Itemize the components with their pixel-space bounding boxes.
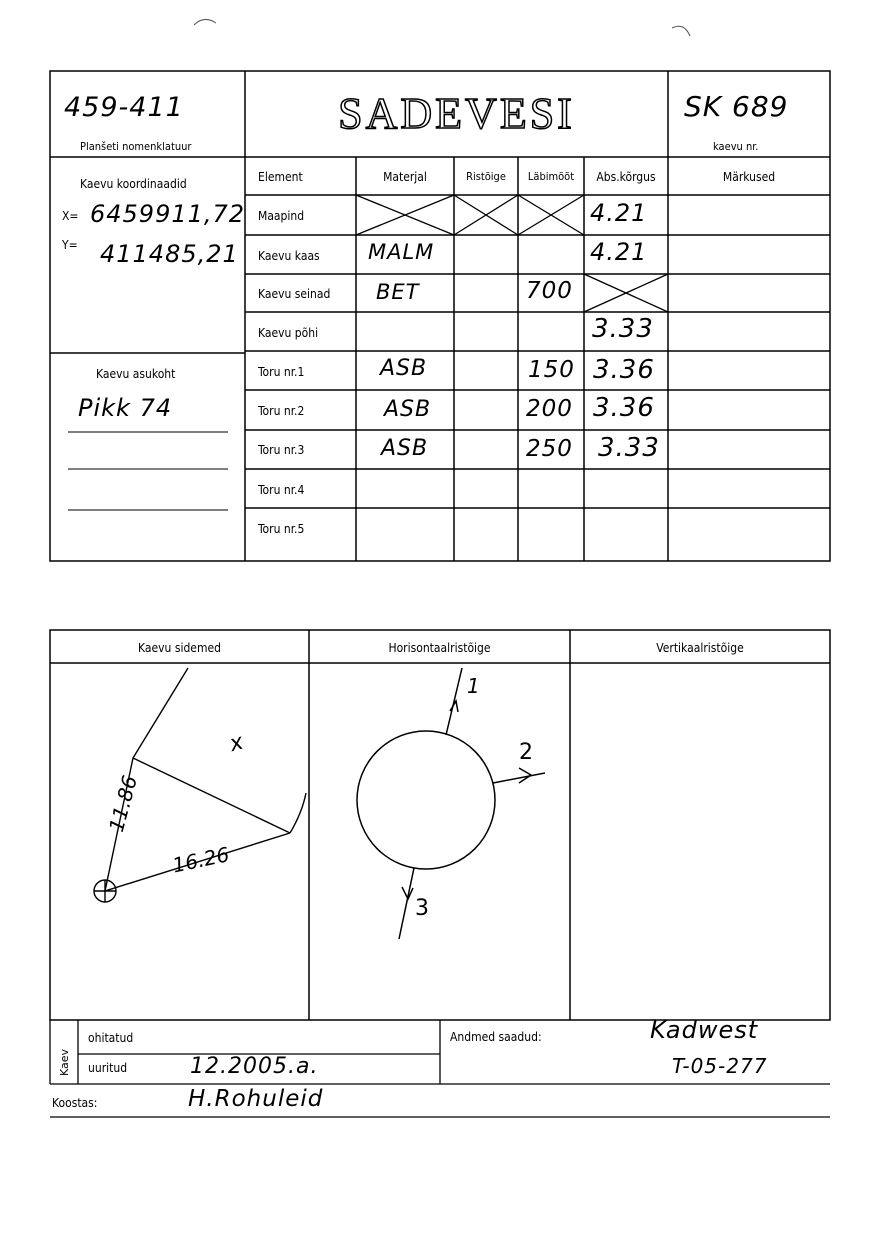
row-label-toru-1: Toru nr.1 [258, 365, 305, 379]
toru3-height: 3.33 [598, 433, 660, 463]
location-value: Pikk 74 [78, 394, 173, 422]
kaas-material: MALM [368, 240, 435, 264]
header-material: Materjal [383, 170, 427, 184]
toru1-height: 3.36 [593, 355, 655, 385]
ties-sketch [50, 663, 309, 1020]
row-label-toru-2: Toru nr.2 [258, 404, 305, 418]
maapind-height: 4.21 [590, 199, 648, 227]
toru2-material: ASB [384, 397, 432, 422]
x-value: 6459911,72 [90, 200, 246, 228]
well-number: SK 689 [684, 90, 789, 123]
horizontal-section-label: Horisontaalristõige [388, 641, 491, 655]
well-circle [357, 731, 495, 869]
pipe-2-line [493, 773, 545, 783]
row-label-maapind: Maapind [258, 209, 305, 223]
row-label-kaevu-pohi: Kaevu põhi [258, 326, 319, 340]
data-received-value-1: Kadwest [650, 1016, 759, 1044]
location-label: Kaevu asukoht [96, 367, 176, 381]
y-label: Y= [62, 238, 78, 252]
toru2-diameter: 200 [526, 396, 573, 422]
seinad-diameter: 700 [526, 278, 573, 304]
compiled-value: H.Rohuleid [188, 1086, 324, 1112]
pohi-height: 3.33 [592, 314, 654, 344]
horizontal-section-sketch [309, 663, 570, 1020]
seinad-material: BET [376, 280, 420, 304]
kaas-height: 4.21 [590, 238, 648, 266]
header-notes: Märkused [722, 170, 776, 184]
dim-16-26: 16.26 [170, 842, 232, 878]
toru3-material: ASB [381, 436, 429, 461]
toru2-height: 3.36 [593, 393, 655, 423]
header-abs-height: Abs.kõrgus [596, 170, 656, 184]
row-label-kaevu-kaas: Kaevu kaas [258, 249, 320, 263]
mark-x: x [226, 729, 247, 758]
sheet-label: Planšeti nomenklatuur [80, 140, 192, 153]
toru3-diameter: 250 [526, 436, 573, 462]
data-received-label: Andmed saadud: [450, 1030, 542, 1044]
pipe-3-line [399, 868, 414, 939]
checked-label: ohitatud [88, 1031, 134, 1045]
sheet-number: 459-411 [64, 92, 184, 123]
compiled-label: Koostas: [52, 1096, 98, 1110]
surveyed-value: 12.2005.a. [190, 1054, 319, 1079]
row-label-toru-5: Toru nr.5 [258, 522, 305, 536]
y-value: 411485,21 [100, 240, 239, 268]
dim-11-86: 11.86 [104, 772, 143, 835]
row-label-toru-3: Toru nr.3 [258, 443, 305, 457]
header-cross-section: Ristõige [466, 170, 506, 183]
data-received-value-2: T-05-277 [672, 1054, 768, 1078]
pipe-3-label: 3 [415, 896, 429, 921]
row-label-kaevu-seinad: Kaevu seinad [258, 287, 331, 301]
well-side-label: Kaev [58, 1048, 71, 1076]
coordinates-label: Kaevu koordinaadid [80, 177, 187, 191]
ties-label: Kaevu sidemed [138, 641, 221, 655]
pipe-1-label: 1 [467, 674, 480, 698]
toru1-material: ASB [380, 356, 428, 381]
header-diameter: Läbimõõt [527, 170, 575, 183]
surveyed-label: uuritud [88, 1061, 128, 1075]
vertical-section-label: Vertikaalristõige [656, 641, 744, 655]
header-element: Element [258, 170, 303, 184]
pipe-1-line [446, 668, 462, 735]
form-title: SADEVESI [338, 89, 575, 138]
row-label-toru-4: Toru nr.4 [258, 483, 305, 497]
toru1-diameter: 150 [528, 357, 575, 383]
x-label: X= [62, 209, 79, 223]
pipe-2-label: 2 [519, 740, 533, 765]
well-number-label: kaevu nr. [713, 140, 759, 153]
